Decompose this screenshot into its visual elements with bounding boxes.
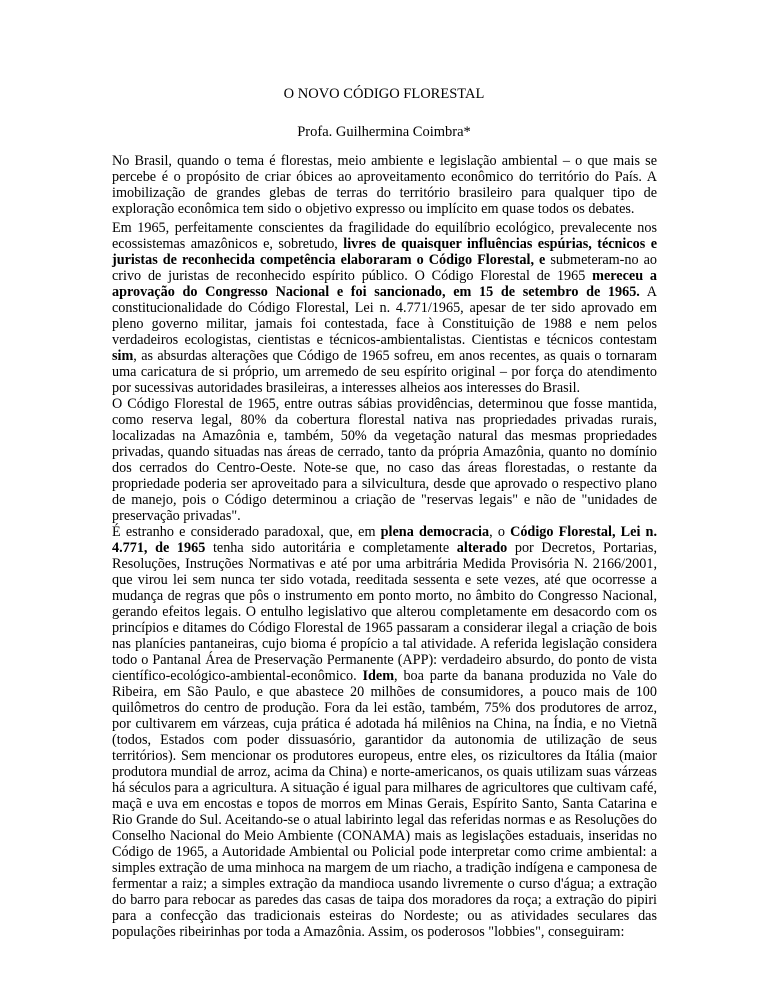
main-text [112,220,657,940]
paragraph-paradoxal [112,524,657,940]
paragraph-1965-text-3: A constitucionalidade do Código Florestal, Lei n. 4.771/1965, apesar de ter sido aprovado em pleno governo militar, jamais foi contestada, face à Constituição de 1988 e nem pelos verdadeiros ecologistas, cientistas e técnicos-ambientalistas. Cientistas e técnicos contestam [112,284,657,348]
paragraph-1965-text-2: submeteram-no ao crivo de juristas de reconhecido espírito público. O Código Florestal de 1965 [112,252,658,284]
paragraph-paradoxal-bold-4: Idem [362,668,395,684]
paragraph-paradoxal-text-3: tenha sido autoritária e completamente [205,540,457,556]
document-title: O NOVO CÓDIGO FLORESTAL [283,86,485,102]
paragraph-paradoxal-text-2: , o [489,524,511,540]
paragraph-paradoxal-bold-1: plena democracia [380,524,490,540]
paragraph-1965-text-1: Em 1965, perfeitamente conscientes da fragilidade do equilíbrio ecológico, prevalecente nos ecossistemas amazônicos e, sobretudo, [112,220,657,252]
paragraph-paradoxal-text-4: por Decretos, Portarias, Resoluções, Instruções Normativas e até por uma arbitrária Medida Provisória N. 2166/2001, que virou lei sem nunca ter sido votada, reeditada sessenta e sete vezes, até que ocorresse a mudança de regras que pôs o instrumento em ponto morto, no âmbito do Congresso Nacional, gerando efeitos legais. O entulho legislativo que alterou completamente em desacordo com os princípios e ditames do Código Florestal de 1965 passaram a considerar ilegal a criação de bois nas planícies pantaneiras, cujo bioma é propício a tal atividade. A referida legislação considera todo o Pantanal Área de Preservação Permanente (APP): verdadeiro absurdo, do ponto de vista científico-ecológico-ambiental-econômico. [112,540,657,684]
paragraph-paradoxal-bold-2: Código Florestal, Lei n. 4.771, de 1965 [112,524,657,556]
paragraph-1965-text-4: , as absurdas alterações que Código de 1965 sofreu, em anos recentes, as quais o tornaram uma caricatura de si próprio, um arremedo de seu espírito original – por força do atendimento por sucessivas autoridades brasileiras, a interesses alheios aos interesses do Brasil. [112,348,657,396]
paragraph-paradoxal-bold-3: alterado [456,540,508,556]
paragraph-reserva-legal: O Código Florestal de 1965, entre outras sábias providências, determinou que fosse mantida, como reserva legal, 80% da cobertura florestal nativa nas propriedades privadas rurais, localizadas na Amazônia e, também, 50% da vegetação natural das mesmas propriedades privadas, quando situadas nas áreas de cerrado, tanto da própria Amazônia, quanto no domínio dos cerrados do Centro-Oeste. Note-se que, no caso das áreas florestadas, o restante da propriedade poderia ser aproveitado para a silvicultura, desde que aprovado o respectivo plano de manejo, pois o Código determinou a criação de "reservas legais" e não de "unidades de preservação privadas". [112,396,657,524]
paragraph-1965-bold-2: mereceu a aprovação do Congresso Nacional e foi sancionado, em 15 de setembro de 1965. [112,268,657,300]
paragraph-1965 [112,220,657,396]
document-author: Profa. Guilhermina Coimbra* [297,124,471,140]
paragraph-1965-bold-3: sim [112,348,134,364]
paragraph-1965-bold-1: livres de quaisquer influências espúrias, técnicos e juristas de reconhecida competência elaboraram o Código Florestal, e [112,236,657,268]
intro-text: No Brasil, quando o tema é florestas, meio ambiente e legislação ambiental – o que mais se percebe é o propósito de criar óbices ao aproveitamento econômico do território do País. A imobilização de grandes glebas de terras do território brasileiro para qualquer tipo de exploração econômica tem sido o objetivo expresso ou implícito em quase todos os debates. [112,153,657,217]
intro-paragraph [112,153,657,217]
paragraph-paradoxal-text-5: , boa parte da banana produzida no Vale do Ribeira, em São Paulo, e que abastece 20 milhões de consumidores, a pouco mais de 100 quilômetros do centro de produção. Fora da lei estão, também, 75% dos produtores de arroz, por cultivarem em várzeas, cuja prática é adotada há milênios na China, na Índia, e no Vietnã (todos, Estados com poder dissuasório, garantidor da autonomia de utilização de seus territórios). Sem mencionar os produtores europeus, entre eles, os rizicultores da Itália (maior produtora mundial de arroz, acima da China) e norte-americanos, os quais utilizam suas várzeas há séculos para a agricultura. A situação é igual para milhares de agricultores que cultivam café, maçã e uva em encostas e topos de morros em Minas Gerais, Espírito Santo, Santa Catarina e Rio Grande do Sul. Aceitando-se o atual labirinto legal das referidas normas e as Resoluções do Conselho Nacional do Meio Ambiente (CONAMA) mais as legislações estaduais, inseridas no Código de 1965, a Autoridade Ambiental ou Policial pode interpretar como crime ambiental: a simples extração de uma minhoca na margem de um riacho, a tradição indígena e camponesa de fermentar a raiz; a simples extração da mandioca usando livremente o curso d'água; a extração do barro para rebocar as paredes das casas de taipa dos moradores da roça; a extração do pipiri para a confecção das tradicionais esteiras do Nordeste; ou as atividades seculares das populações ribeirinhas por toda a Amazônia. Assim, os poderosos "lobbies", conseguiram: [112,668,657,940]
paragraph-paradoxal-text-1: É estranho e considerado paradoxal, que, em [112,524,381,540]
